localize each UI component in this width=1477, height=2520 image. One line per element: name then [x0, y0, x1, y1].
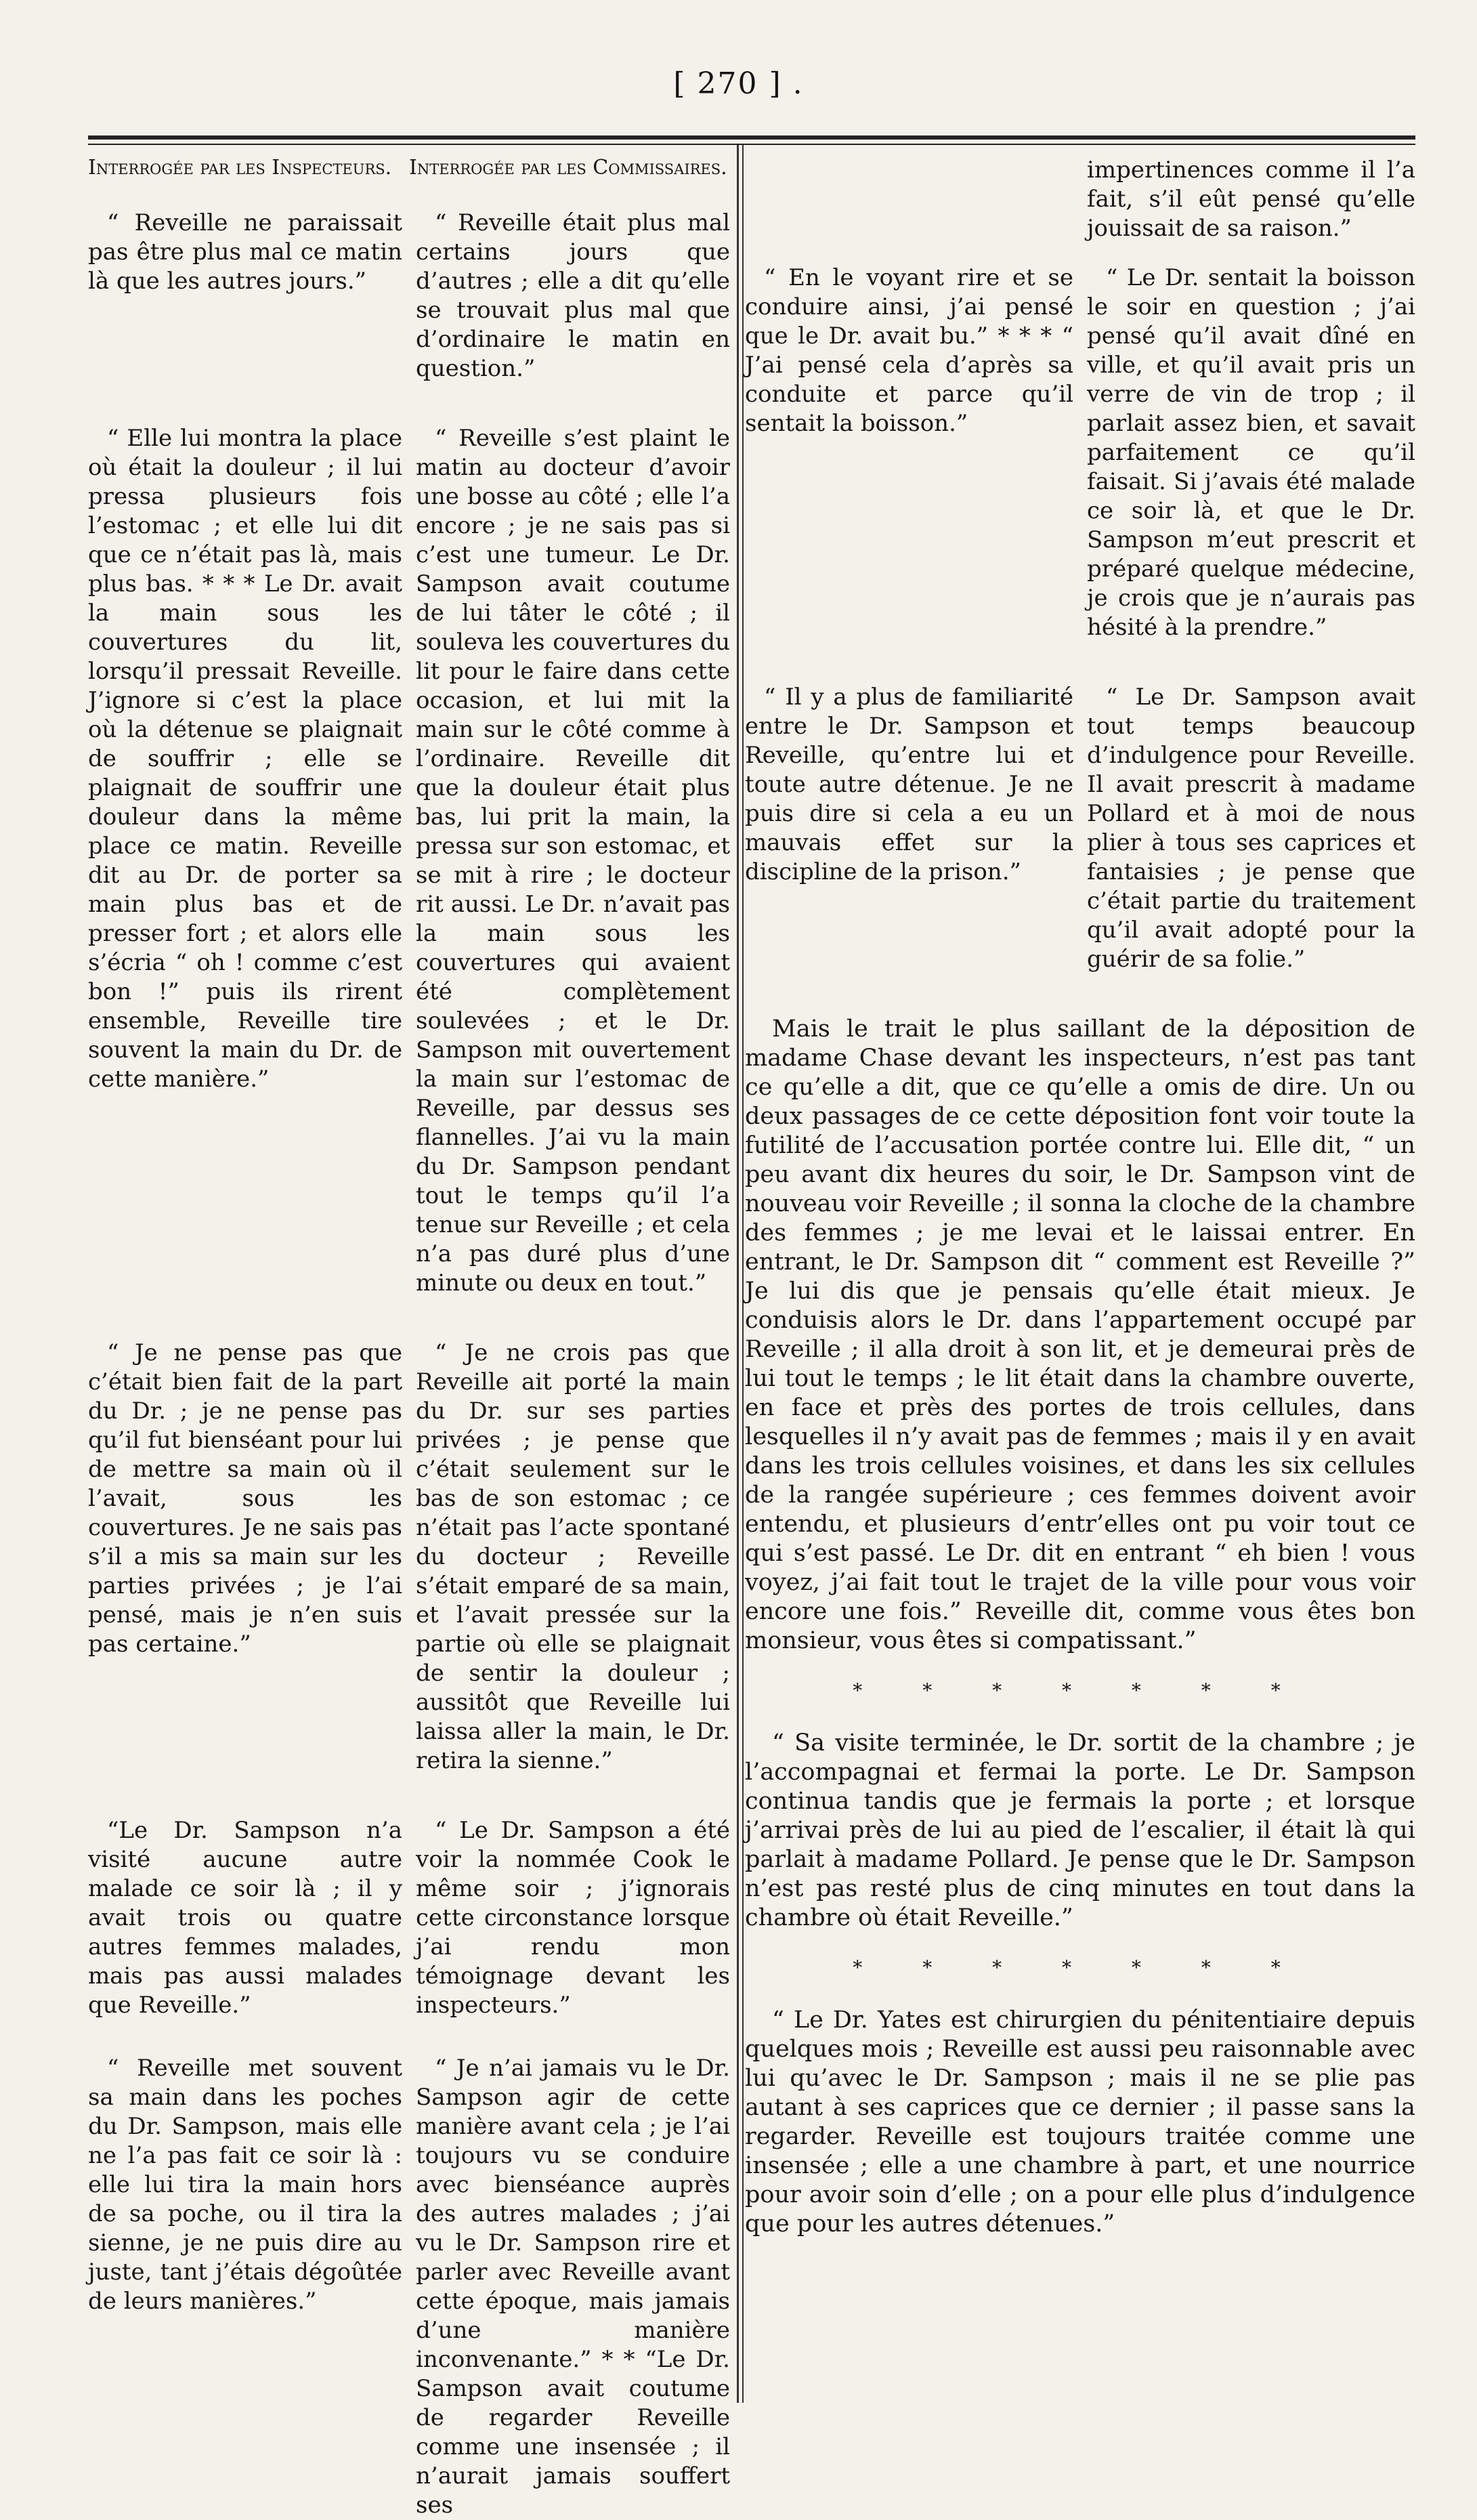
testimony-commissaires: “ Le Dr. Sampson a été voir la nommée Cook le même soir ; j’ignorais cette circonstance lorsque j’ai rendu mon témoignage devant les inspecteurs.”: [416, 1817, 730, 2019]
testimony-commissaires: “ Le Dr. Sampson avait tout temps beaucoup d’indulgence pour Reveille. Il avait prescrit à madame Pollard et à moi de nous plier à tous ses caprices et fantaisies ; je pense que c’était partie du traitement qu’il avait adopté pour la guérir de sa folie.”: [1087, 684, 1415, 973]
testimony-inspecteurs: “ Il y a plus de familiarité entre le Dr. Sampson et Reveille, qu’entre lui et toute autre détenue. Je ne puis dire si cela a eu un mauvais effet sur la discipline de la prison.”: [745, 684, 1073, 885]
paragraph-deposition: Mais le trait le plus saillant de la déposition de madame Chase devant les inspecteurs, n’est pas tant ce qu’elle a dit, que ce qu’elle a omis de dire. Un ou deux passages de ce cette déposition font voir toute la futilité de l’accusation portée contre lui. Elle dit, “ un peu avant dix heures du soir, le Dr. Sampson vint de nouveau voir Reveille ; il sonna la cloche de la chambre des femmes ; je me levai et le laissai entrer. En entrant, le Dr. Sampson dit “ comment est Reveille ?” Je lui dis que je pensais qu’elle était mieux. Je conduisis alors le Dr. dans l’appartement occupé par Reveille ; il alla droit à son lit, et je demeurai près de lui tout le temps ; le lit était dans la chambre ouverte, en face et près des portes de trois cellules, dans lesquelles il n’y avait pas de femmes ; mais il y en avait dans les trois cellules voisines, et dans les six cellules de la rangée supérieure ; ces femmes doivent avoir entendu, et plusieurs d’entr’elles ont pu voir tout ce qui s’est passé. Le Dr. dit en entrant “ eh bien ! vous voyez, j’ai fait tout le trajet de la ville pour vous voir encore une fois.” Reveille dit, comme vous êtes bon monsieur, vous êtes si compatissant.”: [745, 1015, 1415, 1654]
top-rule-thin: [88, 144, 1415, 145]
testimony-inspecteurs: “ Elle lui montra la place où était la douleur ; il lui pressa plusieurs fois l’estomac ; et elle lui dit que ce n’était pas là, mais plus bas. * * * Le Dr. avait la main sous les couvertures du lit, lorsqu’il pressait Reveille. J’ignore si c’est la place où la détenue se plaignait de souffrir ; elle se plaignait de souffrir une douleur dans la même place ce matin. Reveille dit au Dr. de porter sa main plus bas et de presser fort ; et alors elle s’écria “ oh ! comme c’est bon !” puis ils rirent ensemble, Reveille tire souvent la main du Dr. de cette manière.”: [88, 425, 402, 1093]
testimony-commissaires: “ Je n’ai jamais vu le Dr. Sampson agir de cette manière avant cela ; je l’ai toujours vu se conduire avec bienséance auprès des autres malades ; j’ai vu le Dr. Sampson rire et parler avec Reveille avant cette époque, mais jamais d’une manière inconvenante.” * * “Le Dr. Sampson avait coutume de regarder Reveille comme une insensée ; il n’aurait jamais souffert ses: [416, 2055, 730, 2519]
ellipsis-stars-2: * * * * * * *: [853, 1956, 1308, 1979]
header-commissaires: Interrogée par les Commissaires.: [409, 156, 727, 180]
testimony-commissaires: “ Le Dr. sentait la boisson le soir en question ; j’ai pensé qu’il avait dîné en ville, et qu’il avait pris un verre de vin de trop ; il parlait assez bien, et savait parfaitement ce qu’il faisait. Si j’avais été malade ce soir là, et que le Dr. Sampson m’eut prescrit et préparé quelque médecine, je crois que je n’aurais pas hésité à la prendre.”: [1087, 264, 1415, 641]
testimony-pair: [88, 1816, 730, 2020]
paragraph-visit: “ Sa visite terminée, le Dr. sortit de la chambre ; je l’accompagnai et fermai la porte. Le Dr. Sampson continua tandis que je fermais la porte ; et lorsque j’arrivai près de lui au pied de l’escalier, il était là qui parlait à madame Pollard. Je pense que le Dr. Sampson n’est pas resté plus de cinq minutes en tout dans la chambre où était Reveille.”: [745, 1729, 1415, 1931]
testimony-commissaires: impertinences comme il l’a fait, s’il eût pensé qu’elle jouissait de sa raison.”: [1087, 156, 1415, 242]
testimony-inspecteurs: “ En le voyant rire et se conduire ainsi, j’ai pensé que le Dr. avait bu.” * * * “ J’ai pensé cela d’après sa conduite et parce qu’il sentait la boisson.”: [745, 264, 1073, 437]
testimony-pair: [88, 424, 730, 1298]
testimony-inspecteurs: “ Reveille met souvent sa main dans les poches du Dr. Sampson, mais elle ne l’a pas fait ce soir là : elle lui tira la main hors de sa poche, ou il tira la sienne, je ne puis dire au juste, tant j’étais dégoûtée de leurs manières.”: [88, 2055, 402, 2315]
testimony-inspecteurs: “ Je ne pense pas que c’était bien fait de la part du Dr. ; je ne pense pas qu’il fut bienséant pour lui de mettre sa main où il l’avait, sous les couvertures. Je ne sais pas s’il a mis sa main sur les parties privées ; je l’ai pensé, mais je n’en suis pas certaine.”: [88, 1339, 402, 1658]
testimony-pair: [745, 156, 1415, 243]
testimony-inspecteurs: “Le Dr. Sampson n’a visité aucune autre malade ce soir là ; il y avait trois ou quatre autres femmes malades, mais pas aussi malades que Reveille.”: [88, 1817, 402, 2019]
top-rule-thick: [88, 135, 1415, 140]
column-divider: [737, 145, 739, 2403]
testimony-pair: [88, 2054, 730, 2520]
testimony-commissaires: “ Je ne crois pas que Reveille ait porté la main du Dr. sur ses parties privées ; je pense que c’était seulement sur le bas de son estomac ; ce n’était pas l’acte spontané du docteur ; Reveille s’était emparé de sa main, et l’avait pressée sur la partie où elle se plaignait de sentir la douleur ; aussitôt que Reveille lui laissa aller la main, le Dr. retira la sienne.”: [416, 1339, 730, 1774]
paragraph-yates: “ Le Dr. Yates est chirurgien du pénitentiaire depuis quelques mois ; Reveille est aussi peu raisonnable avec lui qu’avec le Dr. Sampson ; mais il ne se plie pas autant à ses caprices que ce dernier ; il passe sans la regarder. Reveille est toujours traitée comme une insensée ; elle a une chambre à part, et une nourrice pour avoir soin d’elle ; on a pour elle plus d’indulgence que pour les autres détenues.”: [745, 2007, 1415, 2238]
testimony-pair: [745, 264, 1415, 642]
testimony-commissaires: “ Reveille s’est plaint le matin au docteur d’avoir une bosse au côté ; elle l’a encore ; je ne sais pas si c’est une tumeur. Le Dr. Sampson avait coutume de lui tâter le côté ; il souleva les couvertures du lit pour le faire dans cette occasion, et lui mit la main sur le côté comme à l’ordinaire. Reveille dit que la douleur était plus bas, lui prit la main, la pressa sur son estomac, et se mit à rire ; le docteur rit aussi. Le Dr. n’avait pas la main sous les couvertures qui avaient été complètement soulevées ; et le Dr. Sampson mit ouvertement la main sur l’estomac de Reveille, par dessus ses flannelles. J’ai vu la main du Dr. Sampson pendant tout le temps qu’il l’a tenue sur Reveille ; et cela n’a pas duré plus d’une minute ou deux en tout.”: [416, 425, 730, 1297]
testimony-pair: [745, 683, 1415, 974]
testimony-pair: [88, 209, 730, 383]
comparison-headers: [88, 156, 730, 180]
testimony-inspecteurs: [745, 156, 1073, 243]
testimony-commissaires: “ Reveille était plus mal certains jours que d’autres ; elle a dit qu’elle se trouvait plus mal que d’ordinaire le matin en question.”: [416, 209, 730, 382]
testimony-inspecteurs: “ Reveille ne paraissait pas être plus mal ce matin là que les autres jours.”: [88, 209, 402, 295]
page-number: [ 270 ] .: [673, 66, 804, 101]
testimony-pair: [88, 1339, 730, 1776]
header-inspecteurs: Interrogée par les Inspecteurs.: [88, 156, 392, 180]
ellipsis-stars: * * * * * * *: [853, 1679, 1308, 1702]
right-column: [745, 156, 1415, 2263]
column-divider-secondary: [742, 145, 744, 2403]
left-comparison: [88, 156, 730, 2520]
